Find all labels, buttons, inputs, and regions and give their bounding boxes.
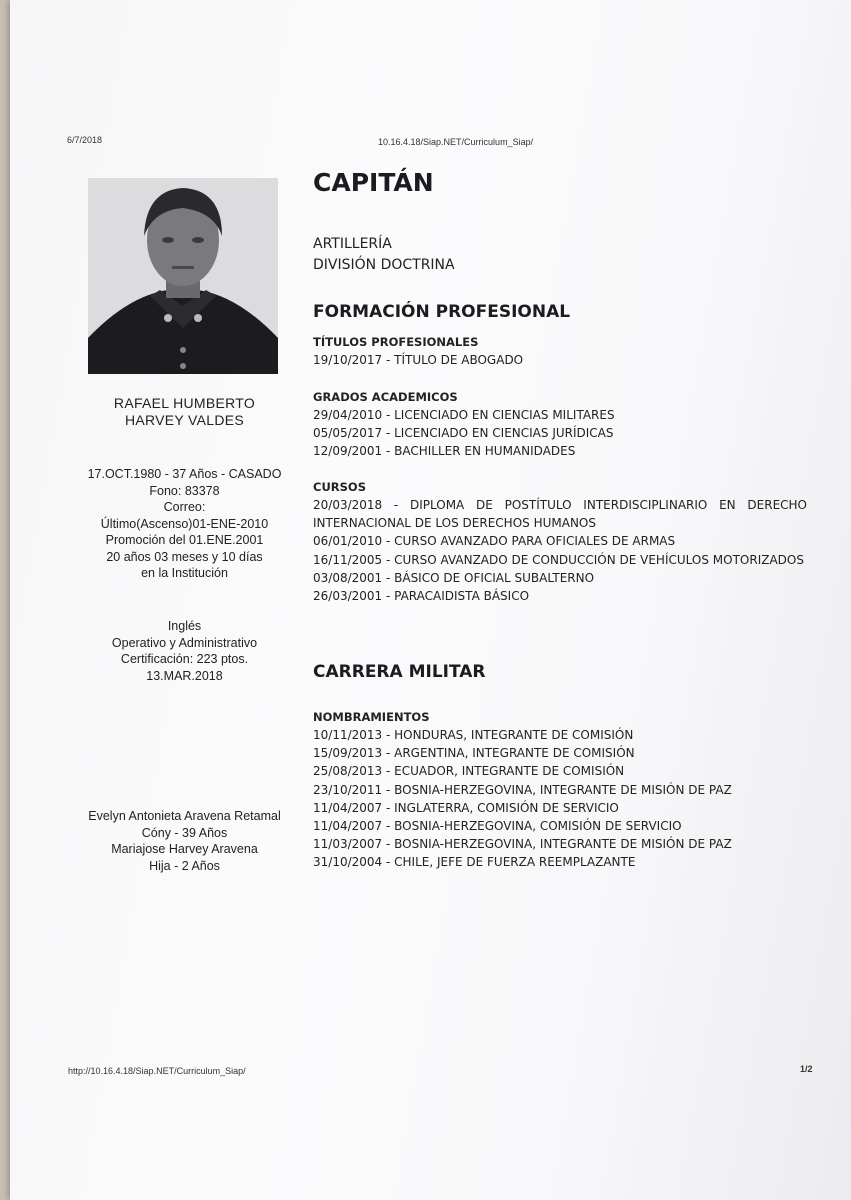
- nombramiento-item: 10/11/2013 - HONDURAS, INTEGRANTE DE COMISIÓN: [313, 728, 634, 742]
- curso-item: 06/01/2010 - CURSO AVANZADO PARA OFICIALES DE ARMAS: [313, 534, 676, 549]
- nombramiento-item: 11/04/2007 - INGLATERRA, COMISIÓN DE SERVICIO: [313, 800, 619, 815]
- language-info: [62, 618, 307, 684]
- rank-title: CAPITÁN: [313, 168, 434, 197]
- nombramiento-item: 15/09/2013 - ARGENTINA, INTEGRANTE DE COMISIÓN: [313, 746, 635, 761]
- titulos-heading: TÍTULOS PROFESIONALES: [313, 335, 479, 349]
- spouse-detail: Cóny - 39 Años: [141, 825, 228, 840]
- grado-item: 29/04/2010 - LICENCIADO EN CIENCIAS MILITARES: [313, 408, 615, 422]
- language-level: Operativo y Administrativo: [111, 635, 258, 650]
- curso-item: 26/03/2001 - PARACAIDISTA BÁSICO: [313, 589, 530, 604]
- print-date: 6/7/2018: [67, 135, 103, 145]
- nombramiento-item: 31/10/2004 - CHILE, JEFE DE FUERZA REEMPLAZANTE: [313, 855, 636, 870]
- grados-heading: GRADOS ACADEMICOS: [313, 390, 458, 404]
- name-line-1: RAFAEL HUMBERTO: [113, 395, 256, 411]
- info-service-time-2: en la Institución: [141, 566, 228, 580]
- language-name: Inglés: [167, 619, 202, 633]
- formacion-section: [313, 302, 807, 604]
- family-info: [62, 808, 307, 874]
- nombramiento-item: 11/03/2007 - BOSNIA-HERZEGOVINA, INTEGRANTE DE MISIÓN DE PAZ: [313, 837, 732, 852]
- page-number: 1/2: [800, 1064, 813, 1074]
- spouse-name: Evelyn Antonieta Aravena Retamal: [88, 809, 281, 823]
- cursos-heading: CURSOS: [313, 480, 366, 494]
- nombramientos-heading: NOMBRAMIENTOS: [313, 710, 430, 724]
- info-last-promotion: Último(Ascenso)01-ENE-2010: [100, 516, 269, 531]
- name-line-2: HARVEY VALDES: [124, 412, 245, 428]
- personal-info: [62, 466, 307, 582]
- nombramiento-item: 11/04/2007 - BOSNIA-HERZEGOVINA, COMISIÓN DE SERVICIO: [313, 819, 682, 834]
- person-name: [62, 395, 307, 429]
- carrera-title: CARRERA MILITAR: [313, 662, 486, 682]
- info-class: Promoción del 01.ENE.2001: [105, 533, 264, 547]
- info-birth: 17.OCT.1980 - 37 Años - CASADO: [87, 467, 282, 481]
- nombramiento-item: 25/08/2013 - ECUADOR, INTEGRANTE DE COMISIÓN: [313, 764, 625, 779]
- info-email: Correo:: [163, 500, 206, 514]
- unit-division: DIVISIÓN DOCTRINA: [313, 257, 455, 273]
- nombramiento-item: 23/10/2011 - BOSNIA-HERZEGOVINA, INTEGRANTE DE MISIÓN DE PAZ: [313, 782, 732, 797]
- info-phone: Fono: 83378: [149, 483, 220, 498]
- child-name: Mariajose Harvey Aravena: [111, 842, 258, 856]
- grado-item: 12/09/2001 - BACHILLER EN HUMANIDADES: [313, 444, 576, 459]
- grado-item: 05/05/2017 - LICENCIADO EN CIENCIAS JURÍDICAS: [313, 426, 614, 441]
- unit-block: [313, 234, 807, 276]
- titulo-item: 19/10/2017 - TÍTULO DE ABOGADO: [313, 353, 524, 367]
- profile-photo: [88, 178, 278, 374]
- language-date: 13.MAR.2018: [146, 668, 223, 683]
- print-url: 10.16.4.18/Siap.NET/Curriculum_Siap/: [378, 137, 534, 147]
- curso-item: 03/08/2001 - BÁSICO DE OFICIAL SUBALTERNO: [313, 570, 595, 585]
- child-detail: Hija - 2 Años: [149, 858, 220, 873]
- footer-url: http://10.16.4.18/Siap.NET/Curriculum_Siap/: [68, 1066, 246, 1076]
- curso-item: 20/03/2018 - DIPLOMA DE POSTÍTULO INTERDISCIPLINARIO EN DERECHO INTERNACIONAL DE LOS DERECHOS HUMANOS: [313, 498, 807, 531]
- curso-item: 16/11/2005 - CURSO AVANZADO DE CONDUCCIÓN DE VEHÍCULOS MOTORIZADOS: [313, 552, 804, 567]
- info-service-time: 20 años 03 meses y 10 días: [106, 549, 263, 564]
- language-score: Certificación: 223 ptos.: [120, 652, 249, 666]
- formacion-title: FORMACIÓN PROFESIONAL: [313, 302, 571, 322]
- unit-branch: ARTILLERÍA: [313, 236, 392, 252]
- carrera-section: [313, 662, 807, 870]
